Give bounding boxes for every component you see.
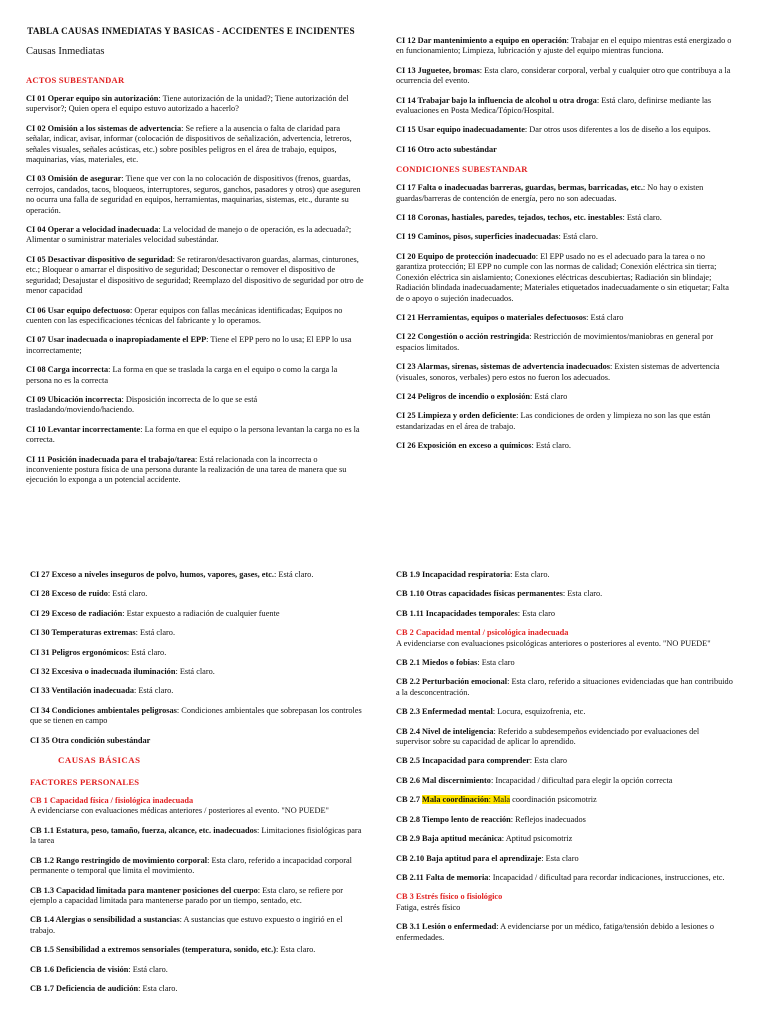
item-text: : Incapacidad / dificultad para elegir la opción correcta — [490, 775, 673, 785]
item-text: : Está claro, definirse mediante las evaluaciones en Posta Medica/Tópico/Hospital. — [396, 95, 712, 116]
cb27-sep: : — [488, 795, 494, 805]
item-text: : Está claro. — [175, 667, 215, 677]
item-text: : Esta claro, referido a incapacidad corporal permanente o temporal que limita el movimiento. — [30, 855, 352, 876]
item-code: CI 11 Posición inadecuada para el trabajo/tarea — [26, 454, 196, 464]
list-item — [396, 96, 734, 117]
list-item — [30, 628, 368, 638]
item-code: CI 05 Desactivar dispositivo de seguridad — [26, 254, 173, 264]
item-code: CB 2.6 Mal discernimiento — [396, 775, 491, 785]
item-text: : Esta claro, se refiere por ejemplo a capacidad limitada para mantenerse parado por un tiempo, sentado, etc. — [30, 885, 344, 905]
section-heading-basicas: CAUSAS BÁSICAS — [58, 755, 141, 766]
item-text: : Dar otros usos diferentes a los de diseño a los equipos. — [524, 125, 711, 135]
item-text: : Esta claro, referido a situaciones evidenciadas que han contribuido a la desconcentración. — [396, 677, 733, 697]
item-code: CB 3.1 Lesión o enfermedad — [396, 922, 497, 932]
list-item — [30, 826, 368, 847]
item-text: : Se retiraron/desactivaron guardas, alarmas, cinturones, etc.; Bloquear o amarrar el dispositivo de seguridad; Desconectar o remover el dispositivo de seguridad; Desajustar el dispositivo de seguridad; Reemplazo del dispositivo de seguridad por otro de menor capacidad — [26, 254, 364, 296]
list-item — [396, 834, 734, 844]
cb1-text: A evidenciarse con evaluaciones médicas anteriores / posteriores al evento. "NO PUEDE" — [30, 806, 329, 816]
item-code: CB 2.5 Incapacidad para comprender — [396, 756, 530, 766]
item-code: CB 1.11 Incapacidades temporales — [396, 608, 518, 618]
cb1-block — [30, 796, 368, 817]
item-text: : Existen sistemas de advertencia (visuales, sonoros, verbales) pero estos no fueron los adecuados. — [396, 362, 720, 382]
list-item — [30, 609, 368, 619]
item-text: : La forma en que se traslada la carga en el equipo o como la carga la persona no es la correcta — [26, 365, 338, 385]
item-text: : Está claro. — [107, 589, 148, 599]
item-text: : Está claro — [530, 391, 568, 401]
item-text: : Aptitud psicomotriz — [501, 834, 573, 844]
item-text: : Esta claro — [541, 853, 579, 863]
list-item — [396, 66, 734, 87]
list-item — [396, 183, 734, 204]
list-item — [30, 648, 368, 658]
list-item — [396, 252, 734, 304]
p1-right-list — [396, 36, 734, 155]
list-item — [396, 854, 734, 864]
item-text: : Esta claro. — [510, 570, 550, 579]
cb27-highlight2: Mala — [493, 795, 511, 805]
item-text: : A evidenciarse por un médico, fatiga/tensión debido a lesiones o enfermedades. — [396, 922, 715, 942]
item-code: CI 03 Omisión de asegurar — [26, 174, 122, 184]
list-item — [26, 395, 364, 416]
item-text: : Esta claro — [517, 608, 556, 618]
item-text: : Esta claro — [477, 658, 515, 668]
item-text: : La velocidad de manejo o de operación, es la adecuada?; Alimentar o suministrar materiales velocidad subestándar. — [26, 225, 352, 245]
item-code: CI 30 Temperaturas extremas — [30, 628, 136, 638]
list-item — [30, 686, 368, 696]
list-item — [396, 570, 734, 580]
list-item — [396, 776, 734, 786]
list-item — [30, 667, 368, 677]
item-text: : Estar expuesto a radiación de cualquier fuente — [122, 608, 280, 618]
document-title: TABLA CAUSAS INMEDIATAS Y BASICAS - ACCIDENTES E INCIDENTES — [27, 26, 355, 36]
p2-left-list — [30, 570, 368, 746]
item-code: CB 2.10 Baja aptitud para el aprendizaje — [396, 853, 542, 863]
p2-right4-list — [396, 922, 734, 943]
cb2-block — [396, 628, 734, 649]
item-code: CB 1.7 Deficiencia de audición — [30, 983, 139, 993]
p2-right-list — [396, 570, 734, 619]
p2-right2-list — [396, 658, 734, 786]
item-code: CI 10 Levantar incorrectamente — [26, 424, 141, 434]
list-item — [26, 124, 364, 166]
list-item — [30, 706, 368, 727]
list-item — [26, 255, 364, 297]
item-code: CI 27 Exceso a niveles inseguros de polvo, humos, vapores, gases, etc. — [30, 570, 274, 579]
list-item — [396, 922, 734, 943]
item-code: CI 28 Exceso de ruido — [30, 589, 108, 599]
cb3-heading: CB 3 Estrés físico o fisiológico — [396, 892, 503, 902]
item-code: CI 07 Usar inadecuada o inapropiadamente el EPP — [26, 335, 207, 345]
item-text: : A sustancias que estuvo expuesto o ingirió en el trabajo. — [30, 915, 343, 935]
item-code: CB 2.8 Tiempo lento de reacción — [396, 814, 511, 824]
item-code: CB 2.1 Miedos o fobias — [396, 658, 478, 668]
item-code: CB 2.4 Nivel de inteligencia — [396, 726, 494, 736]
cb2-heading: CB 2 Capacidad mental / psicológica inadecuada — [396, 628, 569, 638]
item-text: : Esta claro. — [562, 589, 603, 599]
list-item — [396, 441, 734, 451]
cb27-highlight: Mala coordinación — [422, 795, 489, 805]
list-item — [396, 707, 734, 717]
list-item — [30, 736, 368, 746]
document-subtitle: Causas Inmediatas — [26, 46, 105, 57]
item-code: CI 22 Congestión o acción restringida — [396, 332, 530, 342]
item-text: : Está relacionada con la incorrecta o inconveniente postura física de una persona durante la realización de una tarea de manera que su ejecución lo exponga a un potencial accidente. — [26, 454, 347, 485]
item-text: : Esta claro. — [138, 983, 178, 993]
item-code: CB 1.9 Incapacidad respiratoria — [396, 570, 511, 579]
list-item — [396, 727, 734, 748]
item-text: : Está claro. — [558, 232, 598, 242]
list-item — [396, 213, 734, 223]
list-item — [30, 965, 368, 975]
cb27-item — [396, 795, 734, 805]
item-text: : Condiciones ambientales que sobrepasan los controles que se tienen en campo — [30, 705, 362, 726]
item-code: CI 17 Falta o inadecuadas barreras, guardas, bermas, barricadas, etc. — [396, 183, 643, 193]
item-code: CB 2.9 Baja aptitud mecánica — [396, 834, 502, 844]
item-code: CI 12 Dar mantenimiento a equipo en operación — [396, 36, 567, 45]
item-text: : Las condiciones de orden y limpieza no son las que están estandarizadas en el área de trabajo. — [396, 411, 711, 431]
p1-left-list — [26, 94, 364, 486]
list-item — [26, 94, 364, 115]
cb2-text: A evidenciarse con evaluaciones psicológicas anteriores o posteriores al evento. "NO PUEDE" — [396, 638, 711, 648]
item-text: : Locura, esquizofrenia, etc. — [492, 707, 586, 717]
list-item — [30, 915, 368, 936]
item-code: CI 18 Coronas, hastiales, paredes, tejados, techos, etc. inestables — [396, 213, 623, 223]
item-code: CB 1.1 Estatura, peso, tamaño, fuerza, alcance, etc. inadecuados — [30, 825, 257, 835]
list-item — [396, 756, 734, 766]
item-text: : Reflejos inadecuados — [510, 814, 586, 824]
item-text: : Disposición incorrecta de lo que se está trasladando/moviendo/haciendo. — [26, 394, 258, 415]
item-text: : Esta claro — [529, 756, 568, 766]
item-code: CI 33 Ventilación inadecuada — [30, 686, 134, 696]
item-text: : Está claro. — [274, 570, 314, 579]
item-code: CI 23 Alarmas, sirenas, sistemas de advertencia inadecuados — [396, 362, 610, 372]
item-text: : Está claro — [586, 312, 624, 322]
item-code: CI 06 Usar equipo defectuoso — [26, 305, 131, 315]
list-item — [396, 815, 734, 825]
list-item — [396, 677, 734, 698]
item-text: : Está claro. — [126, 647, 167, 657]
list-item — [26, 425, 364, 446]
item-code: CI 16 Otro acto subestándar — [396, 144, 497, 154]
item-text: : Restricción de movimientos/maniobras en general por espacios limitados. — [396, 332, 714, 352]
list-item — [396, 36, 734, 57]
item-text: : Está claro. — [531, 441, 571, 451]
item-code: CI 25 Limpieza y orden deficiente — [396, 411, 517, 421]
item-code: CB 1.6 Deficiencia de visión — [30, 964, 129, 974]
list-item — [396, 313, 734, 323]
list-item — [30, 589, 368, 599]
item-code: CB 1.10 Otras capacidades físicas permanentes — [396, 589, 563, 599]
section-heading-actos: ACTOS SUBESTANDAR — [26, 75, 125, 85]
item-text: : Esta claro. — [275, 945, 316, 955]
item-text: : Está claro. — [622, 213, 662, 223]
list-item — [26, 225, 364, 246]
item-code: CB 2.2 Perturbación emocional — [396, 677, 508, 687]
item-code: CB 1.2 Rango restringido de movimiento corporal — [30, 855, 208, 865]
item-code: CI 34 Condiciones ambientales peligrosas — [30, 705, 177, 715]
list-item — [26, 335, 364, 356]
list-item — [30, 886, 368, 907]
page1-right-column — [396, 36, 734, 461]
item-code: CI 08 Carga incorrecta — [26, 365, 109, 375]
page1-left-column — [26, 26, 364, 495]
item-code: CI 32 Excesiva o inadecuada iluminación — [30, 667, 176, 677]
item-text: : Tiene autorización de la unidad?; Tiene autorización del supervisor?; Quien opera el equipo estuvo autorizado a hacerlo? — [26, 94, 349, 114]
list-item — [396, 332, 734, 353]
item-code: CI 09 Ubicación incorrecta — [26, 394, 122, 404]
page2-left-column — [30, 570, 368, 1003]
list-item — [396, 658, 734, 668]
item-code: CB 1.5 Sensibilidad a extremos sensoriales (temperatura, sonido, etc.) — [30, 945, 276, 955]
item-code: CI 14 Trabajar bajo la influencia de alcohol u otra droga — [396, 95, 597, 105]
item-code: CI 20 Equipo de protección inadecuado — [396, 251, 536, 261]
list-item — [30, 945, 368, 955]
item-code: CI 15 Usar equipo inadecuadamente — [396, 125, 525, 135]
p1-right2-list — [396, 183, 734, 451]
list-item — [396, 145, 734, 155]
item-text: : Esta claro, considerar corporal, verbal y cualquier otro que contribuya a la ocurrencia del evento. — [396, 65, 731, 86]
item-text: : Limitaciones fisiológicas para la tarea — [30, 825, 362, 846]
list-item — [26, 306, 364, 327]
list-item — [396, 411, 734, 432]
list-item — [30, 856, 368, 877]
p2-left2-list — [30, 826, 368, 994]
list-item — [30, 570, 368, 580]
item-text: : Operar equipos con fallas mecánicas identificadas; Equipos no cuenten con las especificaciones técnicas del fabricante y lo operamos. — [26, 305, 343, 325]
item-text: : Está claro. — [133, 686, 174, 696]
list-item — [30, 984, 368, 994]
item-code: CI 29 Exceso de radiación — [30, 608, 123, 618]
item-code: CI 26 Exposición en exceso a químicos — [396, 441, 532, 451]
list-item — [26, 365, 364, 386]
list-item — [396, 589, 734, 599]
item-text: : Referido a subdesempeños evidenciado por evaluaciones del supervisor sobre su capacidad de aplicar lo aprendido. — [396, 726, 700, 747]
item-text: : Está claro. — [135, 628, 176, 638]
item-text: : Trabajar en el equipo mientras está energizado o en funcionamiento; Limpieza, lubricación y ajuste del equipo mientras funciona. — [396, 36, 732, 56]
section-heading-factores: FACTORES PERSONALES — [30, 777, 140, 788]
list-item — [26, 455, 364, 486]
item-code: CI 04 Operar a velocidad inadecuada — [26, 225, 159, 235]
item-text: : No hay o existen guardas/barreras de contención de energía, pero no son adecuadas. — [396, 183, 704, 203]
p2-right3-list — [396, 815, 734, 884]
item-code: CI 31 Peligros ergonómicos — [30, 647, 127, 657]
cb3-block — [396, 892, 734, 913]
item-code: CI 21 Herramientas, equipos o materiales defectuosos — [396, 312, 587, 322]
item-code: CB 2.11 Falta de memoria — [396, 872, 489, 882]
list-item — [396, 609, 734, 619]
item-text: : Tiene que ver con la no colocación de dispositivos (frenos, guardas, cerrojos, candados, tacos, bloqueos, interruptores, seguros, ganchos, pasadores y otros) que aseguren no ocurra una falla de seguridad en equipos, herramientas, maquinarias, sistemas, etc., durante su operación. — [26, 174, 361, 215]
item-text: : Está claro. — [128, 964, 168, 974]
section-heading-condiciones: CONDICIONES SUBESTANDAR — [396, 164, 528, 175]
list-item — [26, 174, 364, 216]
item-code: CI 13 Juguetee, bromas — [396, 65, 480, 75]
list-item — [396, 362, 734, 383]
list-item — [396, 232, 734, 242]
item-code: CB 1.3 Capacidad limitada para mantener posiciones del cuerpo — [30, 885, 258, 895]
list-item — [396, 392, 734, 402]
list-item — [396, 873, 734, 883]
item-text: : El EPP usado no es el adecuado para la tarea o no garantiza protección; El EPP no cumple con las normas de calidad; Conexión eléctrica sin tierra; Conexión eléctrica sin aislamiento; Conexiones eléctricas descubiertas; Radiación sin blindaje; Radiación blindada inadecuadamente; Materiales etiquetados inadecuadamente o sin etiquetar; Falta de o apoyo o sujeción inadecuados. — [396, 251, 729, 303]
page2-right-column — [396, 570, 734, 952]
item-code: CB 2.3 Enfermedad mental — [396, 707, 493, 717]
item-code: CI 19 Caminos, pisos, superficies inadecuadas — [396, 232, 559, 242]
cb3-text: Fatiga, estrés físico — [396, 902, 461, 912]
item-text: : Se refiere a la ausencia o falta de claridad para señalar, indicar, avisar, informar (colocación de dispositivos de señalización, advertencia, letreros, señales visuales, señales acústicas, etc.) sobre posibles peligros en el área de trabajo, equipos, maquinarias, vías, materiales, etc. — [26, 123, 352, 165]
item-code: CI 01 Operar equipo sin autorización — [26, 94, 159, 103]
item-text: : La forma en que el equipo o la persona levantan la carga no es la correcta. — [26, 424, 360, 445]
cb27-code: CB 2.7 — [396, 795, 423, 805]
item-code: CI 35 Otra condición subestándar — [30, 735, 151, 745]
item-code: CI 24 Peligros de incendio o explosión — [396, 391, 530, 401]
item-code: CI 02 Omisión a los sistemas de advertencia — [26, 123, 182, 133]
cb27-text: coordinación psicomotriz — [510, 795, 597, 805]
item-text: : Incapacidad / dificultad para recordar indicaciones, instrucciones, etc. — [488, 872, 725, 882]
item-code: CB 1.4 Alergias o sensibilidad a sustancias — [30, 915, 180, 925]
item-text: : Tiene el EPP pero no lo usa; El EPP lo usa incorrectamente; — [26, 335, 352, 355]
list-item — [396, 125, 734, 135]
cb1-heading: CB 1 Capacidad física / fisiológica inadecuada — [30, 796, 194, 806]
